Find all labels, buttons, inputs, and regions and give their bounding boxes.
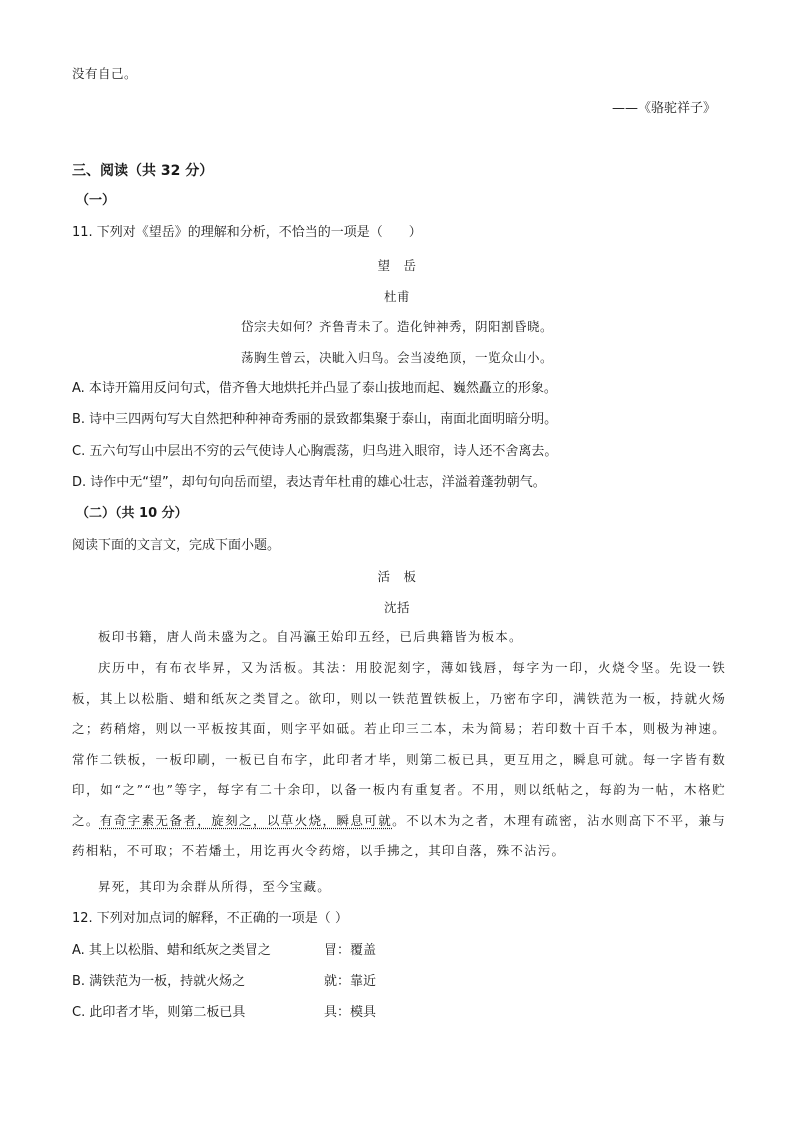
passage-paragraph-3: 昇死，其印为余群从所得，至今宝藏。: [98, 879, 331, 894]
poem-title: 望 岳: [377, 258, 417, 273]
part-label-1: （一）: [76, 193, 116, 208]
paragraph-2-text-after: 。不以木为之者，木理有疏密，沾水则高下不平，兼与药相粘，不可取；不若燔土，用讫再火令药熔，以手拂之，其印自落，殊不沾污。: [72, 812, 726, 858]
paragraph-2-text-before: 庆历中，有布衣毕昇，又为活板。其法：用胶泥刻字，薄如钱唇，每字为一印，火烧令坚。先设一铁板，其上以松脂、蜡和纸灰之类冒之。欲印，则以一铁范置铁板上，乃密布字印，满铁范为一板，持就火炀之；药稍熔，则以一平板按其面，则字平如砥。若止印三二本，未为简易；若印数十百千本，则极为神速。常作二铁板，一板印刷，一板已自布字，此印者才毕，则第二板已具，更互用之，瞬息可就。每一字皆有数印，如“之”“也”等字，每字有二十余印，以备一板内有重复者。不用，则以纸帖之，每韵为一帖，木格贮之。: [72, 660, 726, 828]
q11-option-b: B. 诗中三四两句写大自然把种种神奇秀丽的景致都集聚于泰山，南面北面明暗分明。: [72, 412, 558, 427]
q12-option-c-sentence: C. 此印者才毕，则第二板已具: [72, 1005, 246, 1020]
q11-option-a: A. 本诗开篇用反问句式，借齐鲁大地烘托并凸显了泰山拔地而起、巍然矗立的形象。: [72, 381, 557, 396]
q12-option-b-sentence: B. 满铁范为一板，持就火炀之: [72, 974, 246, 989]
q12-option-b-gloss: 就：靠近: [324, 974, 377, 989]
passage-paragraph-1: 板印书籍，唐人尚未盛为之。自冯瀛王始印五经，已后典籍皆为板本。: [98, 629, 523, 644]
q11-option-d: D. 诗作中无“望”，却句句向岳而望，表达青年杜甫的雄心壮志，洋溢着蓬勃朝气。: [72, 475, 546, 490]
part-2-instruction: 阅读下面的文言文，完成下面小题。: [72, 538, 281, 553]
q12-option-b: [72, 973, 376, 991]
poem-author: 杜甫: [383, 289, 410, 304]
q12-option-a-gloss: 冒：覆盖: [324, 943, 377, 958]
q12-option-c: [72, 1004, 376, 1022]
passage-paragraph-2: [72, 653, 726, 867]
part-label-2: （二）（共 10 分）: [76, 506, 188, 521]
q12-option-c-gloss: 具：模具: [324, 1005, 377, 1020]
quote-source: ——《骆驼祥子》: [611, 101, 716, 116]
q12-option-a: [72, 942, 376, 960]
q11-option-c: C. 五六句写山中层出不穷的云气使诗人心胸震荡，归鸟进入眼帘，诗人还不舍离去。: [72, 444, 558, 459]
continued-text: 没有自己。: [72, 66, 138, 81]
question-12-stem: 12. 下列对加点词的解释，不正确的一项是（ ）: [72, 911, 348, 926]
q12-option-a-sentence: A. 其上以松脂、蜡和纸灰之类冒之: [72, 943, 271, 958]
emphasized-sentence: 有奇字素无备者，旋刻之，以草火烧，瞬息可就: [99, 812, 393, 828]
section-heading: 三、阅读（共 32 分）: [72, 163, 214, 179]
question-11-stem: 11. 下列对《望岳》的理解和分析，不恰当的一项是（ ）: [72, 225, 422, 240]
poem-line-1: 岱宗夫如何？齐鲁青未了。造化钟神秀，阴阳割昏晓。: [240, 319, 553, 334]
passage-author: 沈括: [383, 600, 410, 615]
passage-title: 活 板: [377, 569, 417, 584]
poem-line-2: 荡胸生曾云，决眦入归鸟。会当凌绝顶，一览众山小。: [240, 350, 553, 365]
